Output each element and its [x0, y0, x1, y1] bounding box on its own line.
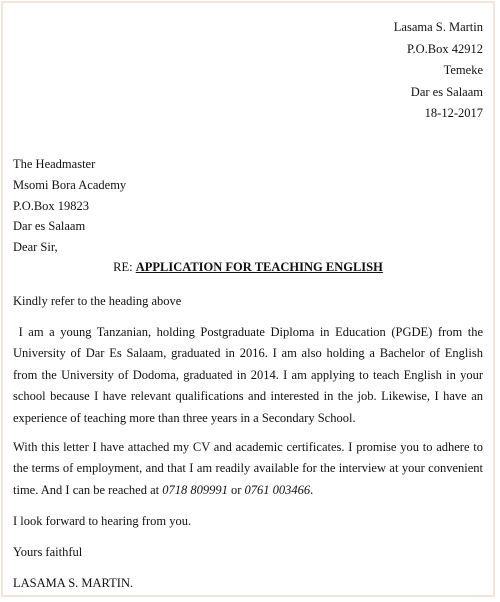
recipient-address	[13, 154, 126, 258]
phone-joiner: or	[231, 482, 242, 497]
letter-date: 18-12-2017	[424, 106, 483, 121]
recipient-po-box: P.O.Box 19823	[13, 198, 90, 213]
paragraph1-text: I am a young Tanzanian, holding Postgraduate Diploma in Education (PGDE) from the University of Dar Es Salaam, graduated in 2016. I am also holding a Bachelor of English from the University of Dodoma, graduated in 2014. I am applying to teach English in your school because I have relevant qualifications and interested in the job. Likewise, I have an experience of teaching more than three years in a Secondary School.	[13, 325, 483, 425]
subject-line	[3, 260, 493, 275]
salutation: Dear Sir,	[13, 240, 58, 255]
recipient-city: Dar es Salaam	[13, 219, 86, 234]
subject-prefix: RE:	[113, 260, 133, 274]
recipient-title: The Headmaster	[13, 157, 96, 171]
sign-off: Yours faithful	[13, 545, 83, 559]
body-paragraph-qualifications	[13, 322, 483, 429]
recipient-school: Msomi Bora Academy	[13, 177, 127, 192]
letter-page	[1, 1, 495, 597]
closing-line: I look forward to hearing from you.	[13, 514, 192, 528]
phone-number-1: 0718 809991	[162, 482, 228, 497]
sender-city: Dar es Salaam	[410, 84, 483, 99]
sender-name: Lasama S. Martin	[393, 20, 483, 34]
intro-line: Kindly refer to the heading above	[13, 294, 182, 308]
sender-address	[394, 17, 483, 125]
subject-title: APPLICATION FOR TEACHING ENGLISH	[135, 260, 383, 274]
sender-area: Temeke	[443, 63, 483, 78]
body-paragraph-attachments: With this letter I have attached my CV and academic certificates. I promise you to adhere to the terms of employment, and that I am readily available for the interview at your convenient time. And I can be reached at 0718 809991 or 0761 003466.	[13, 440, 483, 497]
paragraph2-text: With this letter I have attached my CV and academic certificates. I promise you to adhere to the terms of employment, and that I am readily available for the interview at your convenient time. And I can be reached at	[13, 440, 483, 497]
sender-po-box: P.O.Box 42912	[406, 41, 483, 56]
signature-name: LASAMA S. MARTIN.	[13, 576, 134, 590]
phone-number-2: 0761 003466	[244, 482, 311, 497]
